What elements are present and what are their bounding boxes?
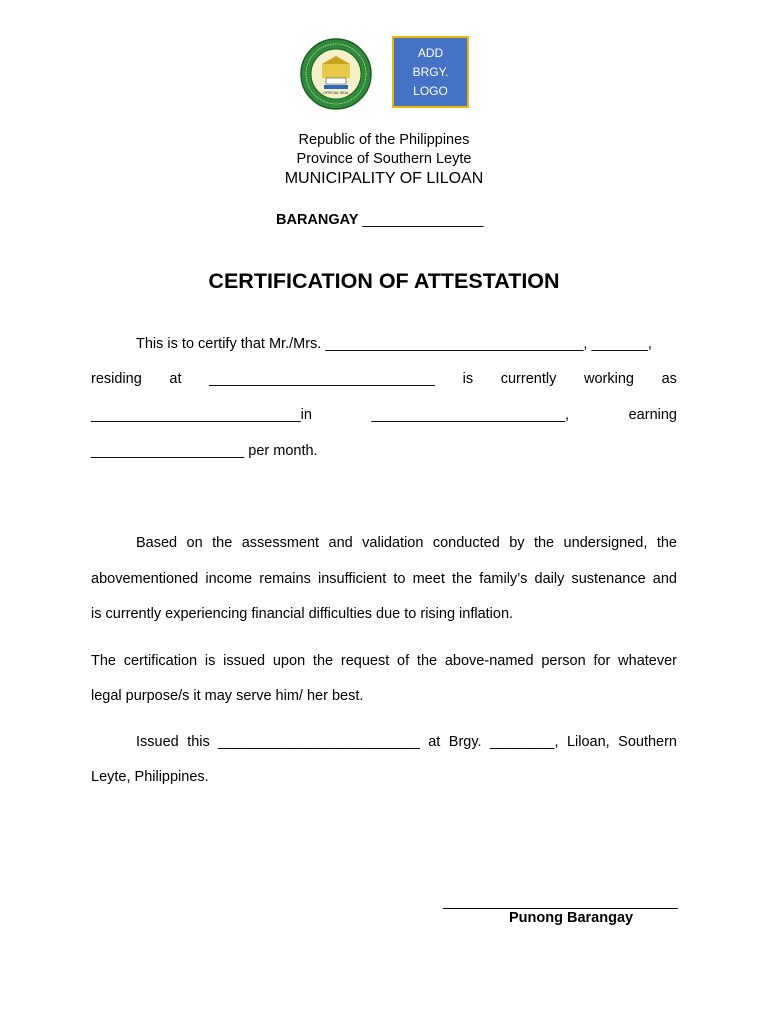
header-province: Province of Southern Leyte [296,151,472,167]
para4-line1: Issued this _________________________ at Brgy. ________, Liloan, Southern [136,734,677,750]
para2-line1: Based on the assessment and validation conducted by the undersigned, the [136,535,677,551]
header-municipality: MUNICIPALITY OF LILOAN [284,170,484,187]
para1-line1: This is to certify that Mr./Mrs. ________________________________, _______, [136,336,652,352]
word: residing [91,371,142,387]
para3-line1: The certification is issued upon the request of the above-named person for whatever [91,653,677,669]
para3-line2: legal purpose/s it may serve him/ her best. [91,688,364,704]
para1-line4: ___________________ per month. [91,443,318,459]
signature-label: Punong Barangay [509,910,634,926]
word: working [583,371,634,387]
document-title: CERTIFICATION OF ATTESTATION [208,269,560,293]
municipal-seal-icon [300,37,372,111]
word: at [169,371,182,387]
barangay-logo-placeholder [392,36,469,108]
barangay-field [276,212,483,228]
logo-line-2: BRGY. [412,64,449,79]
word: currently [500,371,557,387]
para2-line2: abovementioned income remains insufficient to meet the family’s daily sustenance and [91,571,677,587]
para1-line3 [91,407,677,423]
barangay-label: BARANGAY [276,212,359,228]
signature-line [443,908,678,909]
word: earning [628,407,677,423]
word: is [462,371,474,387]
word: as [661,371,677,387]
logo-line-1: ADD [417,45,444,60]
seal-inner-text: OFFICIAL SEAL [323,91,349,95]
blank: __________________________in [91,407,312,423]
header-republic: Republic of the Philippines [298,132,470,148]
barangay-blank: _______________ [358,212,484,228]
logo-line-3: LOGO [413,83,448,98]
para1-line2 [91,371,677,387]
blank: ________________________, [371,407,570,423]
para4-line2: Leyte, Philippines. [91,769,209,785]
blank: ____________________________ [209,371,435,387]
para2-line3: is currently experiencing financial difficulties due to rising inflation. [91,606,514,622]
